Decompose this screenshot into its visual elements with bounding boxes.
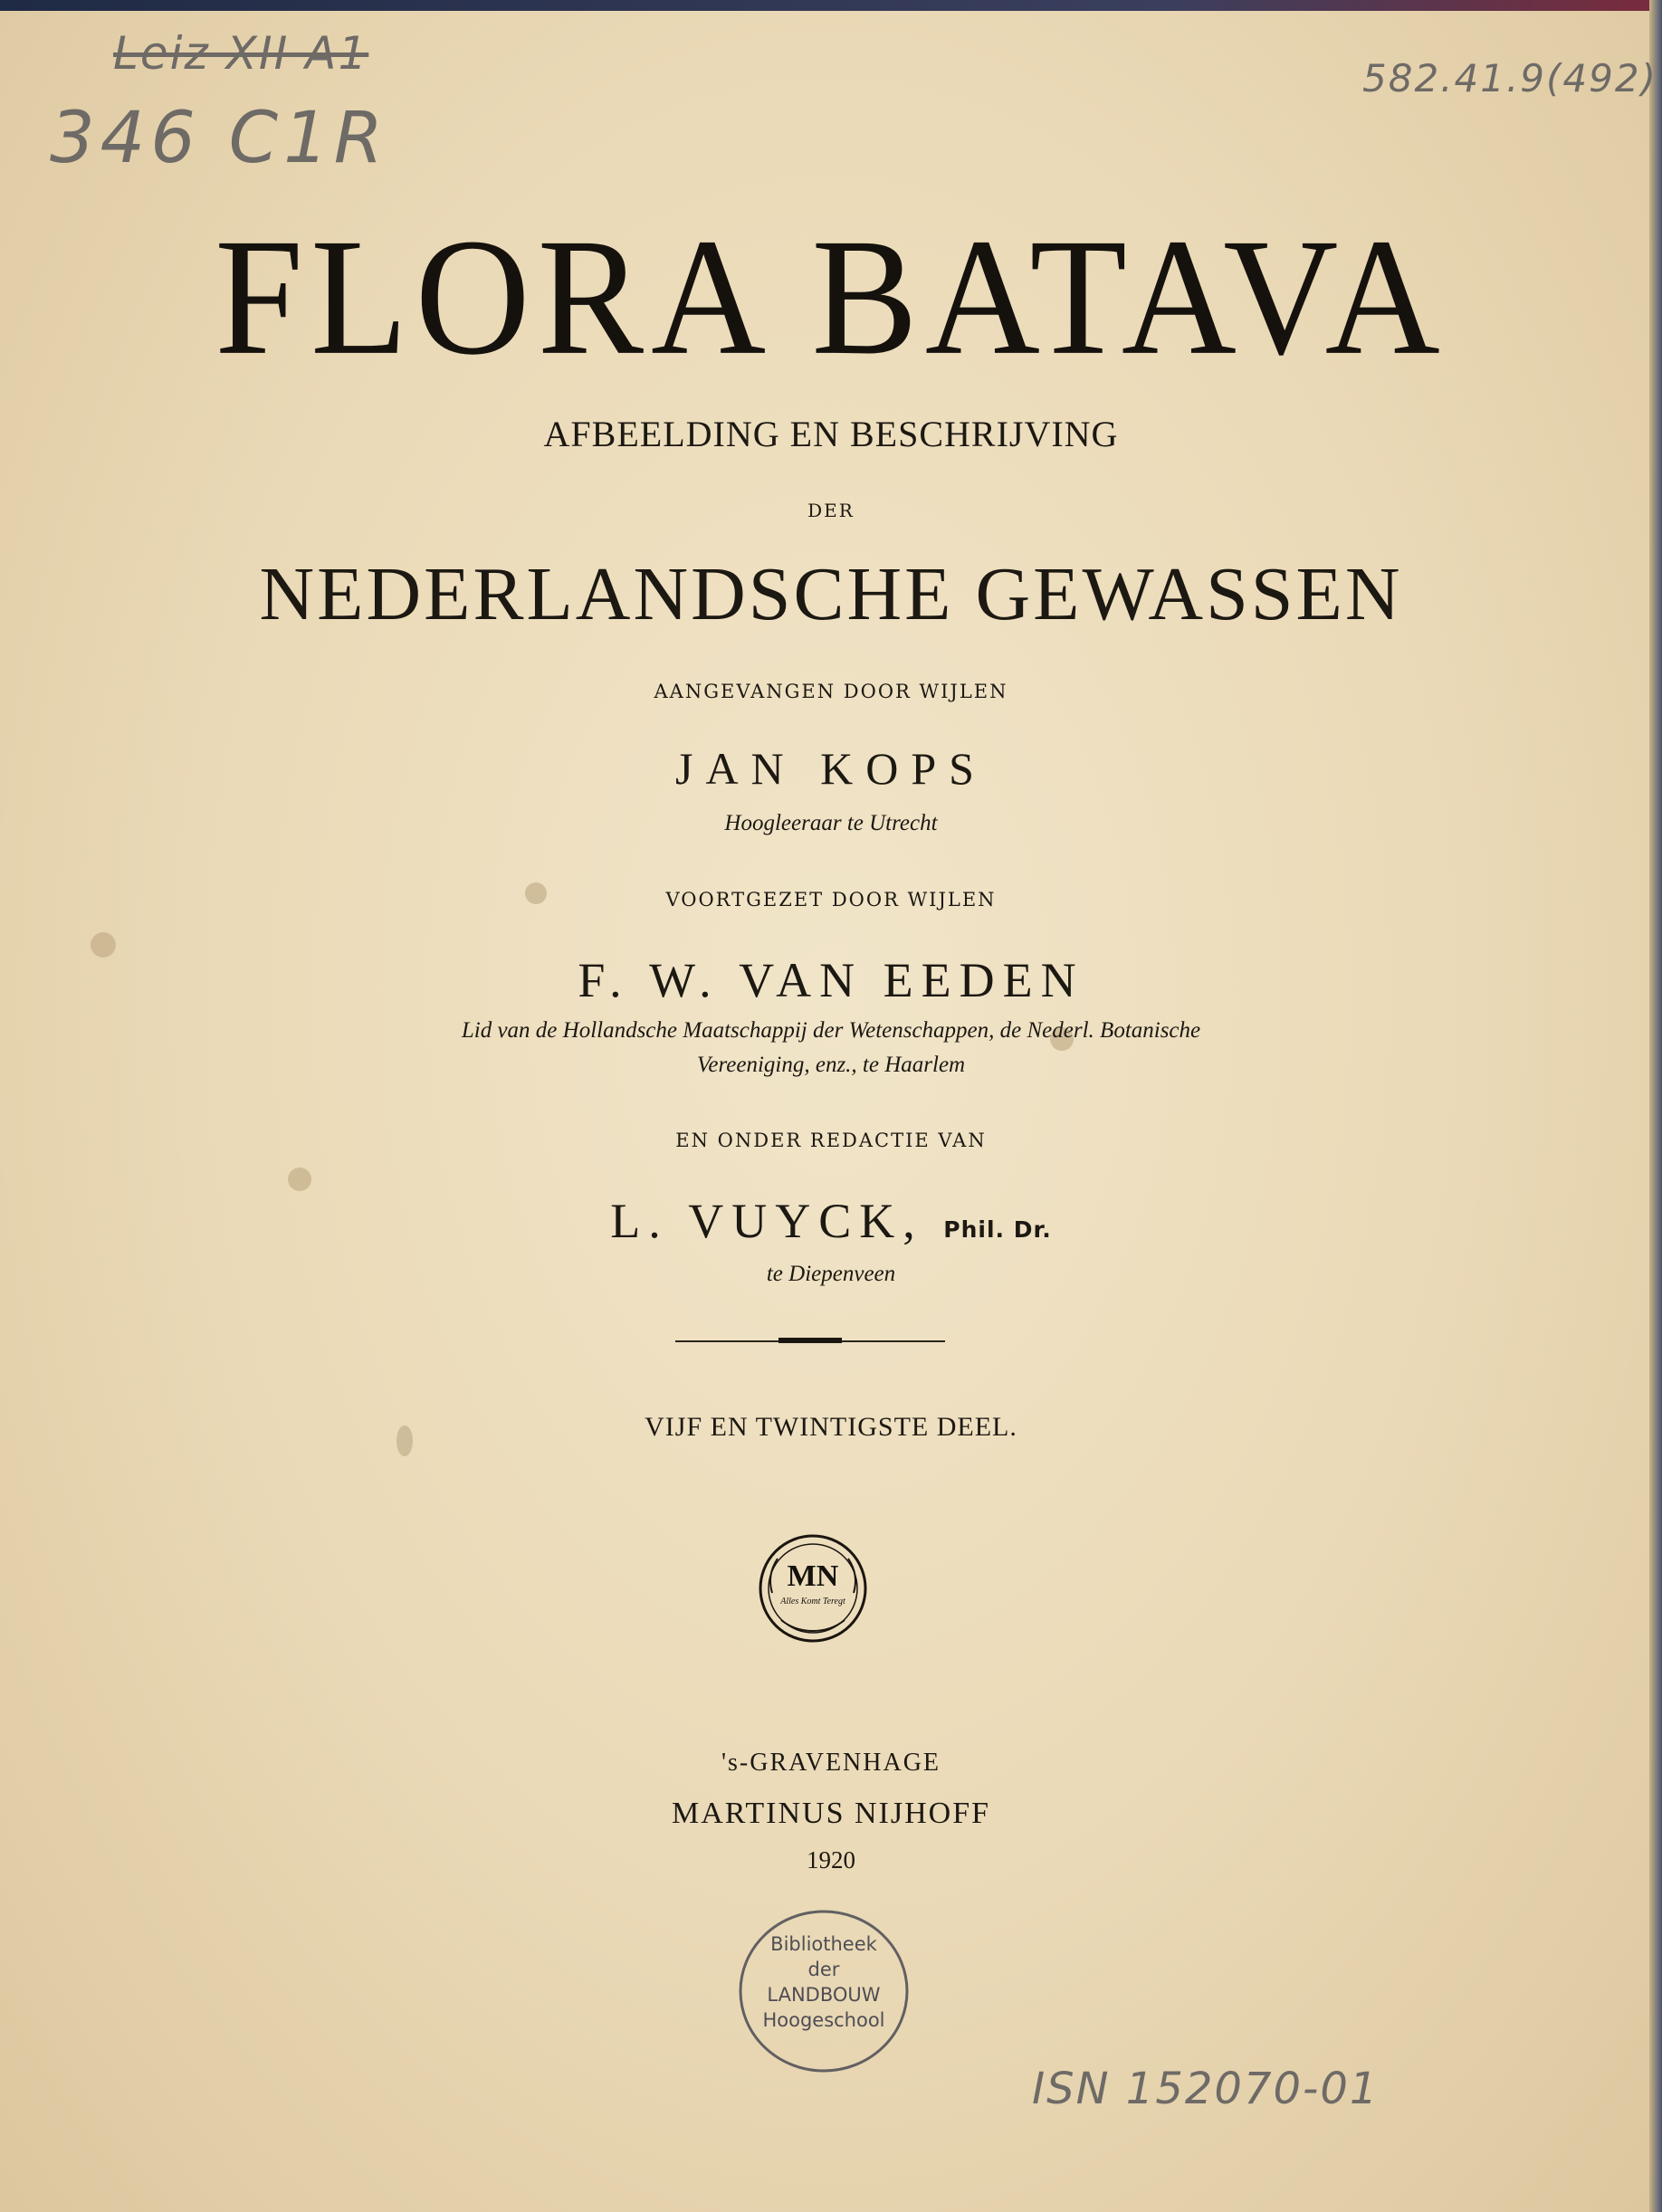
editor-line: [0, 1193, 1662, 1249]
stamp-line2: der: [807, 1959, 840, 1980]
isn-number: ISN 152070-01: [1032, 2064, 1380, 2114]
imprint-publisher: MARTINUS NIJHOFF: [671, 1797, 991, 1830]
imprint-year: 1920: [807, 1846, 855, 1874]
main-subject: NEDERLANDSCHE GEWASSEN: [259, 552, 1403, 636]
classmark: 582.41.9(492): [1362, 56, 1657, 100]
author2-name: F. W. VAN EEDEN: [578, 953, 1084, 1007]
author1-role: Hoogleeraar te Utrecht: [724, 811, 938, 835]
divider-rule-center: [778, 1338, 842, 1343]
stamp-line4: Hoogeschool: [762, 2009, 885, 2031]
imprint-city: 's-GRAVENHAGE: [721, 1749, 941, 1777]
editor-place: te Diepenveen: [766, 1262, 896, 1286]
device-motto: Alles Komt Teregt: [780, 1597, 845, 1607]
volume-label: VIJF EN TWINTIGSTE DEEL.: [645, 1412, 1017, 1442]
library-stamp: [733, 1905, 914, 2077]
author2-role-line1: Lid van de Hollandsche Maatschappij der Wetenschappen, de Nederl. Botanische: [461, 1018, 1201, 1043]
author1-name: JAN KOPS: [674, 743, 987, 794]
page-title: FLORA BATAVA: [215, 205, 1447, 390]
redactie-line: EN ONDER REDACTIE VAN: [675, 1130, 987, 1151]
stamp-line3: LANDBOUW: [767, 1984, 881, 2006]
binding-edge: [0, 0, 1662, 11]
stamp-line1: Bibliotheek: [770, 1933, 877, 1955]
subtitle-der: DER: [807, 500, 855, 521]
shelfmark: 346 C1R: [50, 98, 388, 179]
editor-degree: Phil. Dr.: [943, 1216, 1052, 1243]
crossed-shelfmark: Leiz XII A1: [113, 27, 369, 80]
aangevangen-line: AANGEVANGEN DOOR WIJLEN: [654, 681, 1008, 702]
device-monogram: MN: [787, 1559, 839, 1593]
editor-name: L. VUYCK,: [610, 1194, 923, 1248]
foxing-spot: [288, 1168, 311, 1191]
subtitle: AFBEELDING EN BESCHRIJVING: [543, 414, 1119, 454]
publisher-device-icon: [754, 1530, 872, 1647]
voortgezet-line: VOORTGEZET DOOR WIJLEN: [665, 889, 997, 911]
author2-role-line2: Vereeniging, enz., te Haarlem: [696, 1053, 966, 1077]
